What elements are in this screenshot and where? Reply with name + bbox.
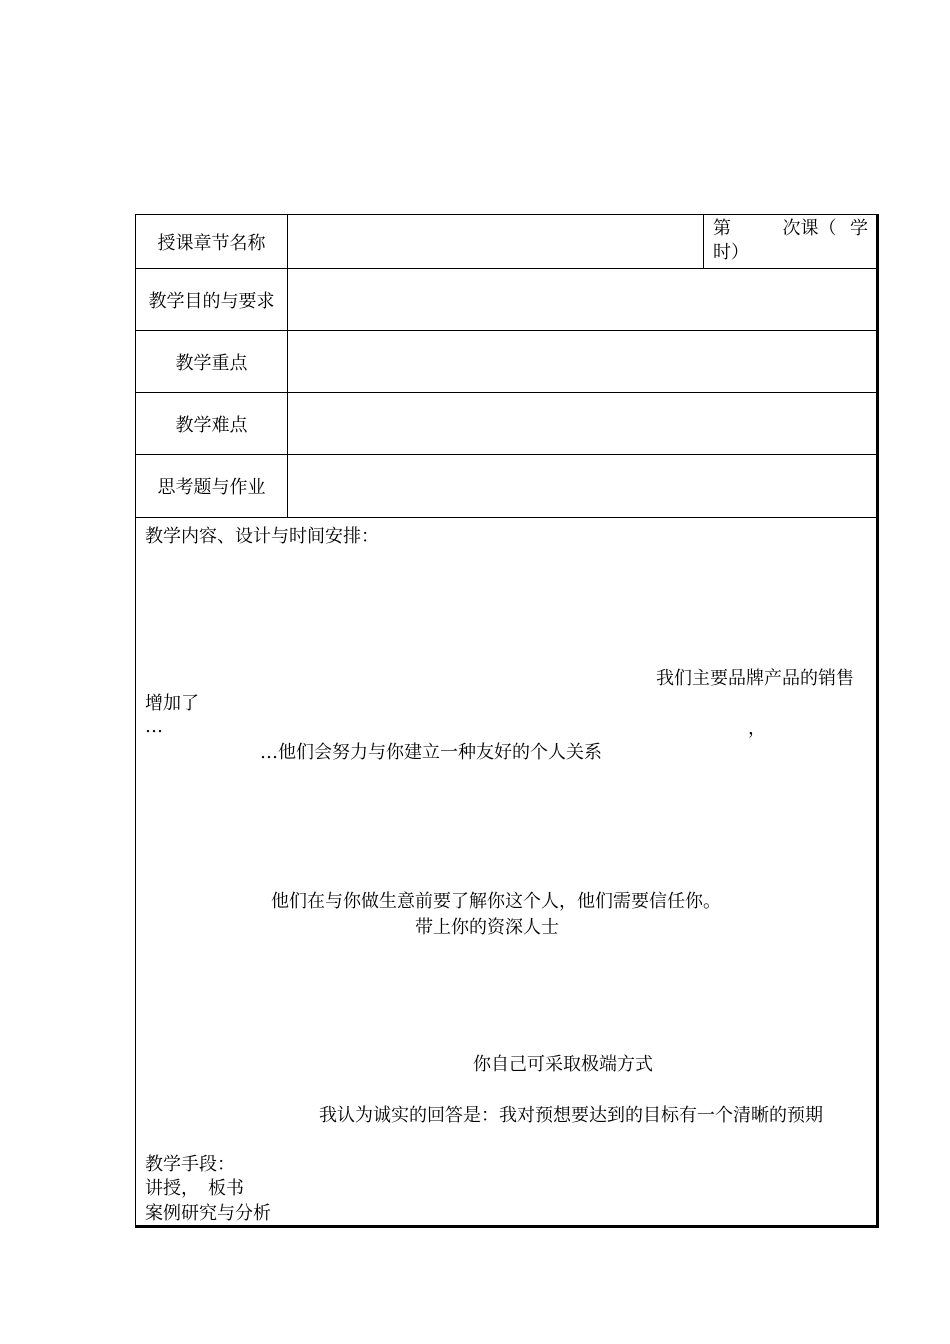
lesson-hours-line: 时） <box>713 242 749 263</box>
difficulties-value <box>288 393 876 454</box>
content-line-trust: 他们在与你做生意前要了解你这个人，他们需要信任你。 <box>271 891 721 912</box>
teaching-content-section <box>136 518 876 1225</box>
homework-value <box>288 455 876 517</box>
content-line-extreme: 你自己可采取极端方式 <box>473 1054 653 1075</box>
content-line-sales: 我们主要品牌产品的销售 <box>656 668 854 689</box>
objectives-row <box>136 269 876 331</box>
key-points-row <box>136 331 876 393</box>
methods-line-2: 案例研究与分析 <box>145 1203 271 1224</box>
lesson-number-cell <box>703 215 876 268</box>
objectives-label: 教学目的与要求 <box>136 269 288 330</box>
homework-row <box>136 455 876 518</box>
content-line-honest: 我认为诚实的回答是：我对预想要达到的目标有一个清晰的预期 <box>319 1105 823 1126</box>
difficulties-label: 教学难点 <box>136 393 288 454</box>
methods-heading: 教学手段： <box>145 1154 235 1175</box>
lesson-prefix: 第 <box>713 218 731 239</box>
content-line-senior: 带上你的资深人士 <box>415 917 559 938</box>
objectives-value <box>288 269 876 330</box>
methods-line-1: 讲授， 板书 <box>145 1178 244 1199</box>
content-comma: ， <box>748 718 766 739</box>
content-line-increase: 增加了 <box>145 693 199 714</box>
content-ellipsis: … <box>145 716 163 737</box>
table-border-bottom <box>135 1226 879 1228</box>
key-points-label: 教学重点 <box>136 331 288 392</box>
content-line-relationship: …他们会努力与你建立一种友好的个人关系 <box>260 742 602 763</box>
chapter-row <box>136 215 876 269</box>
lesson-plan-table <box>135 214 877 1226</box>
difficulties-row <box>136 393 876 455</box>
lesson-suffix: 学 <box>850 218 868 239</box>
table-border-right <box>877 214 879 1228</box>
content-heading: 教学内容、设计与时间安排： <box>145 526 379 547</box>
lesson-number-line <box>713 217 868 241</box>
lesson-middle: 次课（ <box>782 218 837 239</box>
homework-label: 思考题与作业 <box>136 455 288 517</box>
chapter-label: 授课章节名称 <box>136 215 288 268</box>
key-points-value <box>288 331 876 392</box>
